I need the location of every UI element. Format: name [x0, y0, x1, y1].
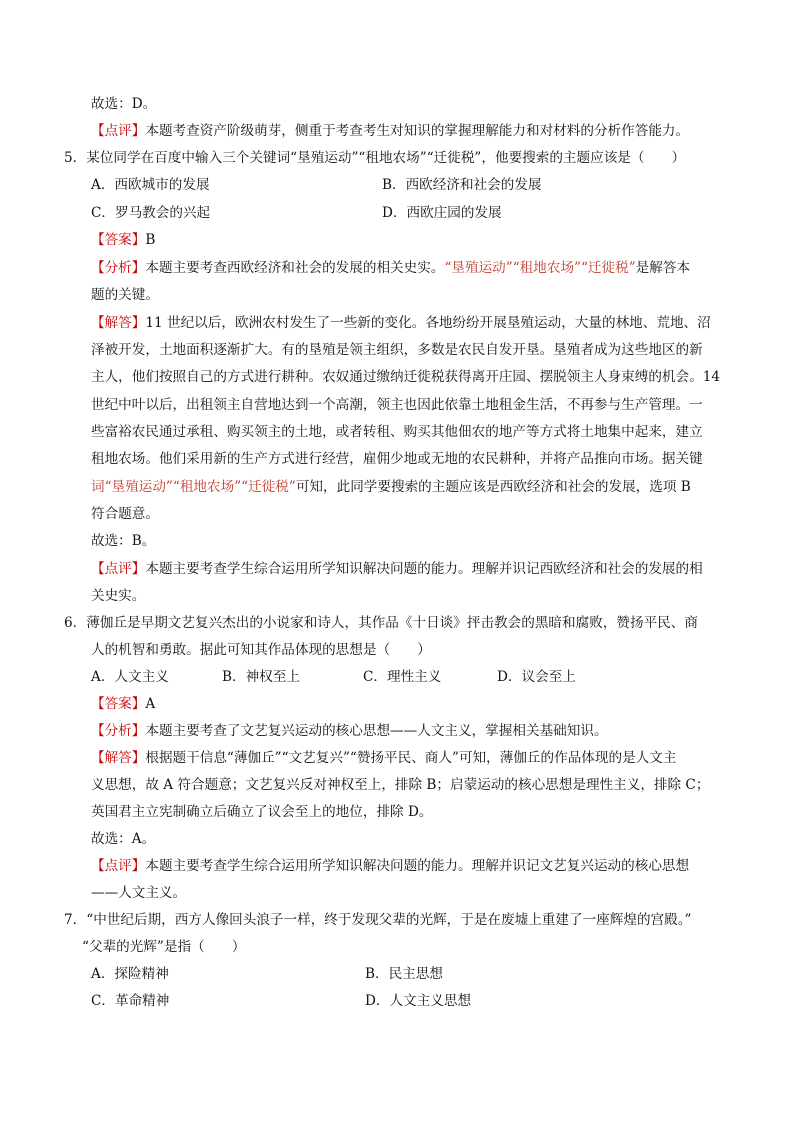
q7-option-a: A．探险精神 — [91, 966, 169, 982]
q7-option-d: D．人文主义思想 — [365, 993, 472, 1009]
q5-solution-line-7 — [91, 477, 691, 497]
q7-option-c: C．革命精神 — [91, 993, 170, 1009]
q5-stem: 5．某位同学在百度中输入三个关键词“垦殖运动”“租地农场”“迁徙税”，他要搜索的主题应该是（ ） — [64, 150, 686, 166]
answer-tag: 【答案】 — [91, 696, 146, 712]
q5-choose: 故选：B。 — [91, 533, 156, 549]
analysis-tag: 【分析】 — [91, 260, 146, 276]
q6-comment-line-1 — [91, 856, 689, 876]
prev-choose: 故选：D。 — [91, 96, 157, 112]
answer-tag: 【答案】 — [91, 232, 146, 248]
q5-option-a: A．西欧城市的发展 — [91, 177, 210, 193]
q5-option-c: C．罗马教会的兴起 — [91, 205, 211, 221]
solution-text: 11 世纪以后，欧洲农村发生了一些新的变化。各地纷纷开展垦殖运动，大量的林地、荒地、沼 — [145, 315, 711, 331]
q5-solution-line-4: 世纪中叶以后，出租领主自营地达到一个高潮，领主也因此依靠土地租金生活，不再参与生产管理。一 — [91, 397, 703, 413]
q5-option-b: B．西欧经济和社会的发展 — [382, 177, 542, 193]
q5-analysis-line-1 — [91, 258, 690, 278]
analysis-tag: 【分析】 — [91, 723, 146, 739]
solution-text: 根据题干信息“薄伽丘”“文艺复兴”“赞扬平民、商人”可知，薄伽丘的作品体现的是人文主 — [145, 750, 677, 766]
q7-stem-line-1: 7．“中世纪后期，西方人像回头浪子一样，终于发现父辈的光辉，于是在废墟上重建了一座辉煌的宫殿。” — [64, 912, 692, 928]
q5-solution-line-2: 泽被开发，土地面积逐渐扩大。有的垦殖是领主组织，多数是农民自发开垦。垦殖者成为这些地区的新 — [91, 342, 703, 358]
q5-answer — [91, 230, 155, 250]
q6-comment-line-2: ——人文主义。 — [91, 885, 187, 901]
comment-text: 本题主要考查学生综合运用所学知识解决问题的能力。理解并识记文艺复兴运动的核心思想 — [145, 858, 690, 874]
solution-text-tail: 可知，此同学要搜索的主题应该是西欧经济和社会的发展，选项 B — [295, 479, 691, 495]
q6-option-d: D．议会至上 — [497, 669, 576, 685]
solution-tag: 【解答】 — [91, 750, 146, 766]
answer-value: B — [145, 232, 156, 248]
q7-stem-line-2: “父辈的光辉”是指（ ） — [82, 939, 246, 955]
q5-solution-line-5: 些富裕农民通过承租、购买领主的土地，或者转租、购买其他佃农的地产等方式将土地集中起来，建立 — [91, 424, 703, 440]
q5-solution-line-8: 符合题意。 — [91, 506, 159, 522]
analysis-text: 本题主要考查西欧经济和社会的发展的相关史实。 — [145, 260, 445, 276]
q6-option-b: B．神权至上 — [222, 669, 300, 685]
q6-choose: 故选：A。 — [91, 831, 156, 847]
prev-comment — [91, 121, 689, 141]
q6-solution-line-1 — [91, 748, 676, 768]
q5-comment-line-2: 关史实。 — [91, 588, 146, 604]
q5-solution-line-3: 主人，他们按照自己的方式进行耕种。农奴通过缴纳迁徙税获得离开庄园、摆脱领主人身束缚的机会。14 — [91, 369, 721, 385]
comment-text: 本题主要考查学生综合运用所学知识解决问题的能力。理解并识记西欧经济和社会的发展的相 — [145, 561, 703, 577]
q5-solution-line-1 — [91, 313, 711, 333]
q6-stem-line-2: 人的机智和勇敢。据此可知其作品体现的思想是（ ） — [91, 642, 431, 658]
q5-option-d: D．西欧庄园的发展 — [382, 205, 502, 221]
q6-option-a: A．人文主义 — [91, 669, 169, 685]
q6-solution-line-3: 英国君主立宪制确立后确立了议会至上的地位，排除 D。 — [91, 804, 433, 820]
q6-option-c: C．理性主义 — [363, 669, 442, 685]
q5-analysis-line-2: 题的关键。 — [91, 287, 159, 303]
answer-value: A — [145, 696, 156, 712]
comment-tag: 【点评】 — [91, 123, 146, 139]
analysis-keywords: “垦殖运动”“租地农场”“迁徙税” — [444, 260, 636, 276]
q6-analysis — [91, 721, 608, 741]
analysis-text-tail: 是解答本 — [635, 260, 691, 276]
q6-stem-line-1: 6．薄伽丘是早期文艺复兴杰出的小说家和诗人，其作品《十日谈》抨击教会的黑暗和腐败，赞扬平民、商 — [64, 615, 698, 631]
q7-option-b: B．民主思想 — [365, 966, 443, 982]
q5-solution-line-6: 租地农场。他们采用新的生产方式进行经营，雇佣少地或无地的农民耕种，并将产品推向市场。据关键 — [91, 451, 703, 467]
q6-solution-line-2: 义思想，故 A 符合题意；文艺复兴反对神权至上，排除 B；启蒙运动的核心思想是理性主义，排除 C； — [91, 777, 710, 793]
solution-tag: 【解答】 — [91, 315, 146, 331]
solution-keywords: 词“垦殖运动”“租地农场”“迁徙税” — [91, 479, 296, 495]
analysis-text: 本题主要考查了文艺复兴运动的核心思想——人文主义，掌握相关基础知识。 — [145, 723, 608, 739]
comment-tag: 【点评】 — [91, 858, 146, 874]
q6-answer — [91, 694, 155, 714]
comment-tag: 【点评】 — [91, 561, 146, 577]
comment-text: 本题考查资产阶级萌芽，侧重于考查考生对知识的掌握理解能力和对材料的分析作答能力。 — [145, 123, 690, 139]
q5-comment-line-1 — [91, 559, 703, 579]
